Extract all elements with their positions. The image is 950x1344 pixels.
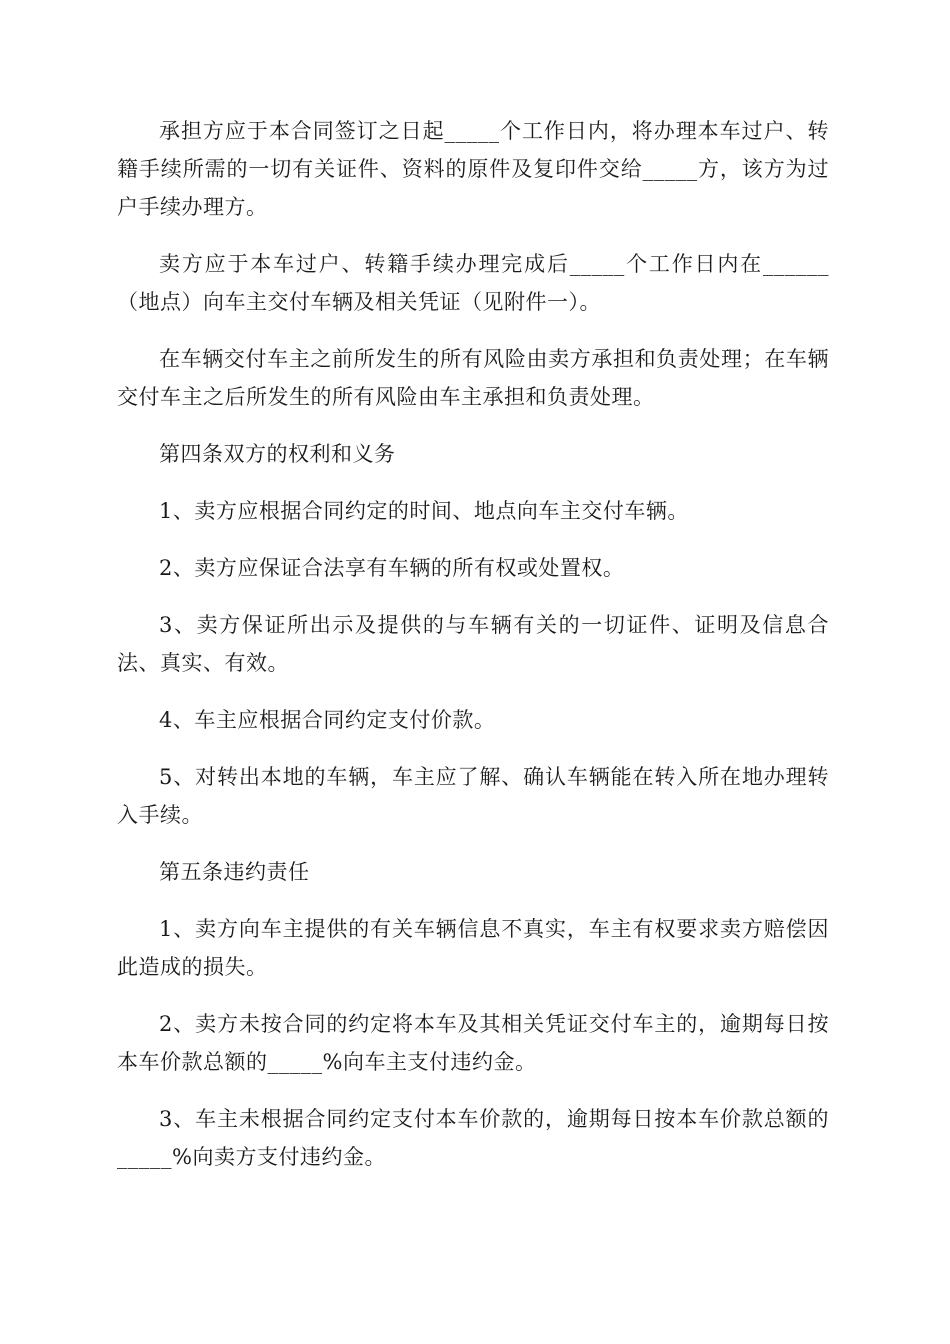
document-body	[117, 112, 829, 1195]
list-item: 2、卖方应保证合法享有车辆的所有权或处置权。	[159, 556, 625, 580]
list-item: 2、卖方未按合同的约定将本车及其相关凭证交付车主的，逾期每日按本车价款总额的_____%向车主支付违约金。	[117, 1012, 829, 1074]
paragraph-risk-allocation: 在车辆交付车主之前所发生的所有风险由卖方承担和负责处理；在车辆交付车主之后所发生的所有风险由车主承担和负责处理。	[117, 347, 829, 409]
paragraph-transfer-documents: 承担方应于本合同签订之日起_____个工作日内，将办理本车过户、转籍手续所需的一切有关证件、资料的原件及复印件交给_____方，该方为过户手续办理方。	[117, 119, 829, 219]
heading-article-5: 第五条违约责任	[159, 860, 310, 884]
paragraph-vehicle-delivery: 卖方应于本车过户、转籍手续办理完成后_____个工作日内在______（地点）向车主交付车辆及相关凭证（见附件一）。	[117, 252, 829, 314]
list-item: 1、卖方向车主提供的有关车辆信息不真实，车主有权要求卖方赔偿因此造成的损失。	[117, 917, 829, 979]
list-item: 5、对转出本地的车辆，车主应了解、确认车辆能在转入所在地办理转入手续。	[117, 765, 829, 827]
heading-article-4: 第四条双方的权利和义务	[159, 442, 396, 466]
list-item: 1、卖方应根据合同约定的时间、地点向车主交付车辆。	[159, 499, 689, 523]
list-item: 4、车主应根据合同约定支付价款。	[159, 708, 496, 732]
list-item: 3、车主未根据合同约定支付本车价款的，逾期每日按本车价款总额的_____%向卖方支付违约金。	[117, 1107, 829, 1169]
list-item: 3、卖方保证所出示及提供的与车辆有关的一切证件、证明及信息合法、真实、有效。	[117, 613, 829, 675]
